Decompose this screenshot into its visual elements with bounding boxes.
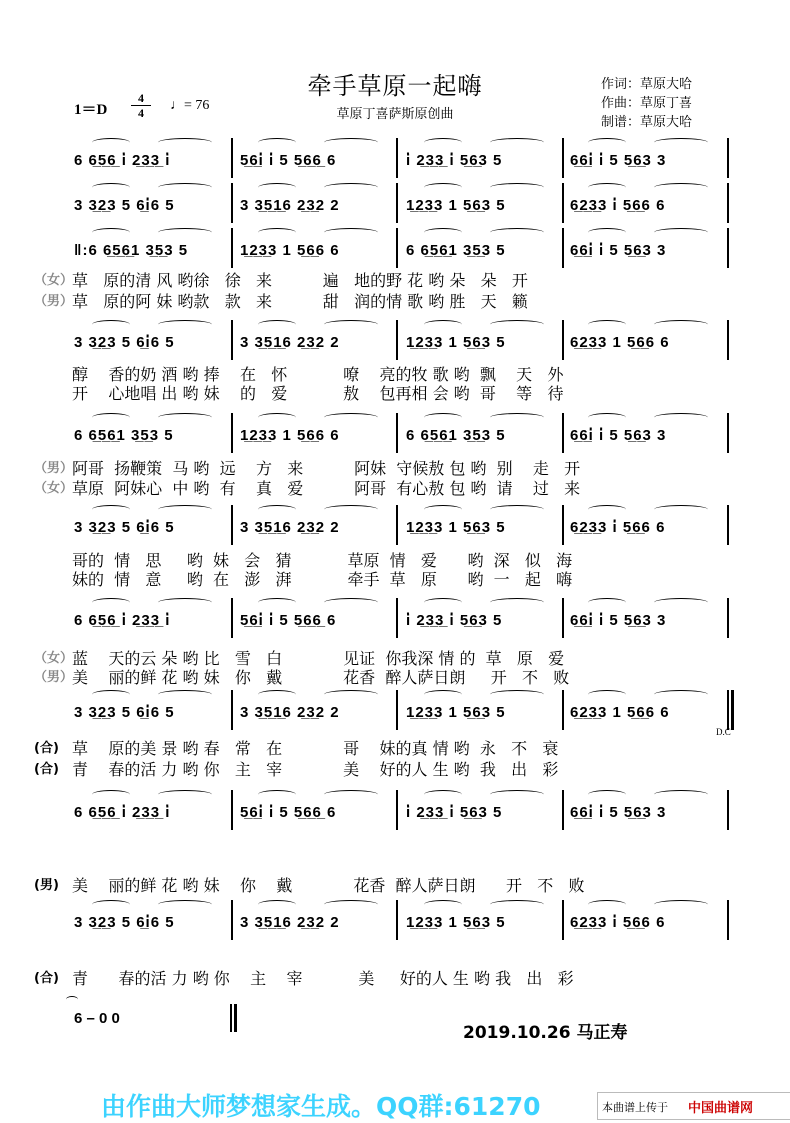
measure-notes: 3 3̲2̲3 5 6̲i̇6 5 <box>74 914 175 931</box>
slur-mark <box>588 690 626 699</box>
slur-mark <box>158 320 212 329</box>
music-line <box>0 413 790 457</box>
barline <box>562 598 564 638</box>
slur-mark <box>92 413 130 422</box>
measure-notes: 6̲6̲i̇ i̇ 5 5̲6̲3 3 <box>570 804 667 821</box>
singer-role: （女） <box>34 273 74 288</box>
slur-mark <box>588 320 626 329</box>
slur-mark <box>258 413 296 422</box>
measure-notes: 6̲6̲i̇ i̇ 5 5̲6̲3 3 <box>570 427 667 444</box>
barline <box>396 598 398 638</box>
measure-notes: 6̲2̲3̲3 i̇ 5̲6̲6 6 <box>570 197 666 214</box>
singer-role: （男） <box>34 670 74 685</box>
barline <box>562 505 564 545</box>
lyric-text: 开 心地唱 出 哟 妹 的 爱 敖 包再相 会 哟 哥 等 待 <box>72 384 564 403</box>
slur-mark <box>258 138 296 147</box>
quarter-note-icon: ♩ <box>170 98 184 113</box>
slur-mark <box>654 228 708 237</box>
measure-notes: 3 3̲2̲3 5 6̲i̇6 5 <box>74 519 175 536</box>
slur-mark <box>424 228 462 237</box>
slur-mark <box>490 320 544 329</box>
slur-mark <box>424 505 462 514</box>
slur-mark <box>588 790 626 799</box>
measure-notes: ‖:6 6̲5̲6̲1 3̲5̲3 5 <box>74 242 189 259</box>
slur-mark <box>158 505 212 514</box>
tempo-value: = 76 <box>184 98 210 113</box>
slur-mark <box>424 690 462 699</box>
measure-notes: 3 3̲5̲1̲6 2̲3̲2 2 <box>240 197 340 214</box>
lyric-text: 美 丽的鲜 花 哟 妹 你 戴 花香 醉人萨日朗 开 不 败 <box>72 668 570 687</box>
slur-mark <box>92 320 130 329</box>
tie-mark <box>66 996 78 1003</box>
measure-notes: 1̲2̲3̲3 1 5̲6̲3 5 <box>406 704 506 721</box>
music-line <box>0 790 790 834</box>
slur-mark <box>654 320 708 329</box>
credit-notation: 制谱：草原大哈 <box>601 115 693 130</box>
measure-notes: 5̲6̲i̇ i̇ 5 5̲6̲6̲ 6 <box>240 152 337 169</box>
measure-notes: 6 6̲5̲6̲1 3̲5̲3 5 <box>406 242 506 259</box>
slur-mark <box>490 690 544 699</box>
slur-mark <box>92 228 130 237</box>
barline <box>231 900 233 940</box>
final-barline-thick <box>234 1004 237 1032</box>
slur-mark <box>654 505 708 514</box>
barline <box>727 183 729 223</box>
slur-mark <box>324 320 378 329</box>
measure-notes: 6̲6̲i̇ i̇ 5 5̲6̲3 3 <box>570 242 667 259</box>
measure-notes: 5̲6̲i̇ i̇ 5 5̲6̲6̲ 6 <box>240 612 337 629</box>
barline <box>727 138 729 178</box>
music-line <box>0 598 790 642</box>
lyric-text: 青 春的活 力 哟 你 主 宰 美 好的人 生 哟 我 出 彩 <box>72 969 574 988</box>
singer-role: (男) <box>34 878 59 893</box>
subtitle: 草原丁喜萨斯原创曲 <box>336 107 454 122</box>
measure-notes: 6̲2̲3̲3 i̇ 5̲6̲6 6 <box>570 914 666 931</box>
lyric-text: 阿哥 扬鞭策 马 哟 远 方 来 阿妹 守候敖 包 哟 别 走 开 <box>72 459 581 478</box>
slur-mark <box>92 598 130 607</box>
measure-notes: 6 6̲5̲6̲ i̇ 2̲3̲3̲ i̇ <box>74 612 171 629</box>
slur-mark <box>158 183 212 192</box>
barline <box>396 900 398 940</box>
slur-mark <box>158 413 212 422</box>
barline <box>562 900 564 940</box>
music-line <box>0 228 790 272</box>
singer-role: (合) <box>34 762 59 777</box>
barline-thick <box>731 690 734 730</box>
music-line <box>0 183 790 227</box>
signature-date: 2019.10.26 马正寿 <box>463 1023 628 1043</box>
slur-mark <box>258 690 296 699</box>
slur-mark <box>258 790 296 799</box>
barline <box>396 228 398 268</box>
site-logo[interactable]: 中国曲谱网 <box>688 1101 754 1116</box>
slur-mark <box>424 183 462 192</box>
upload-label: 本曲谱上传于 <box>602 1101 668 1114</box>
music-line <box>0 505 790 549</box>
barline <box>231 690 233 730</box>
measure-notes: 6 6̲5̲6̲ i̇ 2̲3̲3̲ i̇ <box>74 804 171 821</box>
slur-mark <box>324 413 378 422</box>
measure-notes: 1̲2̲3̲3 1 5̲6̲6 6 <box>240 427 340 444</box>
slur-mark <box>92 183 130 192</box>
barline <box>231 228 233 268</box>
barline <box>396 183 398 223</box>
barline <box>231 138 233 178</box>
slur-mark <box>158 598 212 607</box>
slur-mark <box>158 138 212 147</box>
slur-mark <box>158 690 212 699</box>
measure-notes: 3 3̲5̲1̲6 2̲3̲2 2 <box>240 519 340 536</box>
measure-notes: 6 6̲5̲6̲ i̇ 2̲3̲3̲ i̇ <box>74 152 171 169</box>
slur-mark <box>588 900 626 909</box>
lyric-text: 草原 阿妹心 中 哟 有 真 爱 阿哥 有心敖 包 哟 请 过 来 <box>72 479 581 498</box>
measure-notes: 3 3̲5̲1̲6 2̲3̲2 2 <box>240 704 340 721</box>
measure-notes: i̇ 2̲3̲3̲ i̇ 5̲6̲3 5 <box>406 152 503 169</box>
slur-mark <box>158 790 212 799</box>
barline <box>396 690 398 730</box>
music-line <box>0 320 790 364</box>
measure-notes: 1̲2̲3̲3 1 5̲6̲6 6 <box>240 242 340 259</box>
barline <box>562 320 564 360</box>
barline <box>562 413 564 453</box>
lyric-text: 哥的 情 思 哟 妹 会 猜 草原 情 爱 哟 深 似 海 <box>72 551 573 570</box>
lyric-text: 草 原的美 景 哟 春 常 在 哥 妹的真 情 哟 永 不 衰 <box>72 739 559 758</box>
upload-badge[interactable] <box>597 1092 790 1120</box>
slur-mark <box>158 900 212 909</box>
slur-mark <box>588 505 626 514</box>
barline <box>562 138 564 178</box>
measure-notes: 3 3̲5̲1̲6 2̲3̲2 2 <box>240 914 340 931</box>
slur-mark <box>424 900 462 909</box>
barline <box>231 183 233 223</box>
slur-mark <box>324 138 378 147</box>
measure-notes: 6̲6̲i̇ i̇ 5 5̲6̲3 3 <box>570 612 667 629</box>
slur-mark <box>92 690 130 699</box>
slur-mark <box>588 598 626 607</box>
barline <box>396 413 398 453</box>
singer-role: （女） <box>34 481 74 496</box>
barline <box>231 505 233 545</box>
slur-mark <box>92 790 130 799</box>
slur-mark <box>490 228 544 237</box>
page-title: 牵手草原一起嗨 <box>307 72 483 100</box>
lyric-text: 蓝 天的云 朵 哟 比 雪 白 见证 你我深 情 的 草 原 爱 <box>72 649 565 668</box>
credit-composer: 作曲：草原丁喜 <box>601 96 693 111</box>
slur-mark <box>92 138 130 147</box>
slur-mark <box>324 505 378 514</box>
slur-mark <box>490 505 544 514</box>
dc-mark: D.C <box>716 727 731 737</box>
measure-notes: 1̲2̲3̲3 1 5̲6̲3 5 <box>406 197 506 214</box>
barline <box>727 790 729 830</box>
slur-mark <box>258 900 296 909</box>
barline <box>231 413 233 453</box>
slur-mark <box>490 790 544 799</box>
measure-notes: 1̲2̲3̲3 1 5̲6̲3 5 <box>406 334 506 351</box>
lyric-text: 美 丽的鲜 花 哟 妹 你 戴 花香 醉人萨日朗 开 不 败 <box>72 876 585 895</box>
singer-role: (合) <box>34 971 59 986</box>
slur-mark <box>324 690 378 699</box>
slur-mark <box>490 413 544 422</box>
singer-role: （男） <box>34 461 74 476</box>
time-signature <box>131 91 151 120</box>
barline <box>727 690 729 730</box>
singer-role: （男） <box>34 294 74 309</box>
lyric-text: 草 原的阿 妹 哟款 款 来 甜 润的情 歌 哟 胜 天 籁 <box>72 292 528 311</box>
slur-mark <box>588 138 626 147</box>
measure-notes: i̇ 2̲3̲3̲ i̇ 5̲6̲3 5 <box>406 612 503 629</box>
singer-role: （女） <box>34 651 74 666</box>
ending-notes: 6 – 0 0 <box>74 1010 120 1027</box>
barline <box>727 598 729 638</box>
singer-role: (合) <box>34 741 59 756</box>
measure-notes: 6 6̲5̲6̲1 3̲5̲3 5 <box>406 427 506 444</box>
measure-notes: i̇ 2̲3̲3̲ i̇ 5̲6̲3 5 <box>406 804 503 821</box>
measure-notes: 1̲2̲3̲3 1 5̲6̲3 5 <box>406 519 506 536</box>
credit-lyricist: 作词：草原大哈 <box>601 77 693 92</box>
tempo-marking <box>170 98 209 114</box>
lyric-text: 醇 香的奶 酒 哟 捧 在 怀 嘹 亮的牧 歌 哟 飘 天 外 <box>72 365 564 384</box>
barline <box>727 228 729 268</box>
barline <box>396 320 398 360</box>
barline <box>562 183 564 223</box>
slur-mark <box>654 900 708 909</box>
measure-notes: 6̲2̲3̲3 1 5̲6̲6 6 <box>570 334 670 351</box>
slur-mark <box>654 138 708 147</box>
slur-mark <box>324 900 378 909</box>
barline <box>562 790 564 830</box>
slur-mark <box>258 228 296 237</box>
final-barline <box>230 1004 232 1032</box>
slur-mark <box>324 228 378 237</box>
slur-mark <box>258 505 296 514</box>
slur-mark <box>324 183 378 192</box>
slur-mark <box>654 183 708 192</box>
measure-notes: 3 3̲2̲3 5 6̲i̇6 5 <box>74 334 175 351</box>
barline <box>231 320 233 360</box>
footer-banner: 由作曲大师梦想家生成。QQ群:61270 <box>101 1092 541 1121</box>
barline <box>727 413 729 453</box>
measure-notes: 6̲6̲i̇ i̇ 5 5̲6̲3 3 <box>570 152 667 169</box>
slur-mark <box>258 320 296 329</box>
slur-mark <box>490 138 544 147</box>
lyric-text: 青 春的活 力 哟 你 主 宰 美 好的人 生 哟 我 出 彩 <box>72 760 559 779</box>
slur-mark <box>654 790 708 799</box>
slur-mark <box>424 598 462 607</box>
slur-mark <box>324 598 378 607</box>
measure-notes: 3 3̲2̲3 5 6̲i̇6 5 <box>74 197 175 214</box>
music-line <box>0 690 790 734</box>
slur-mark <box>424 790 462 799</box>
slur-mark <box>258 598 296 607</box>
slur-mark <box>158 228 212 237</box>
slur-mark <box>490 183 544 192</box>
meter-bottom: 4 <box>138 106 144 120</box>
lyric-text: 草 原的清 风 哟徐 徐 来 遍 地的野 花 哟 朵 朵 开 <box>72 271 528 290</box>
measure-notes: 1̲2̲3̲3 1 5̲6̲3 5 <box>406 914 506 931</box>
measure-notes: 3 3̲5̲1̲6 2̲3̲2 2 <box>240 334 340 351</box>
barline <box>727 505 729 545</box>
measure-notes: 6̲2̲3̲3 i̇ 5̲6̲6 6 <box>570 519 666 536</box>
slur-mark <box>92 900 130 909</box>
barline <box>396 790 398 830</box>
measure-notes: 6̲2̲3̲3 1 5̲6̲6 6 <box>570 704 670 721</box>
slur-mark <box>258 183 296 192</box>
barline <box>396 505 398 545</box>
music-line <box>0 900 790 944</box>
slur-mark <box>424 320 462 329</box>
barline <box>562 690 564 730</box>
barline <box>231 790 233 830</box>
slur-mark <box>654 598 708 607</box>
measure-notes: 3 3̲2̲3 5 6̲i̇6 5 <box>74 704 175 721</box>
slur-mark <box>654 413 708 422</box>
key-signature: 1＝D <box>74 102 108 118</box>
slur-mark <box>424 413 462 422</box>
barline <box>231 598 233 638</box>
slur-mark <box>654 690 708 699</box>
lyric-text: 妹的 情 意 哟 在 澎 湃 牵手 草 原 哟 一 起 嗨 <box>72 570 573 589</box>
slur-mark <box>588 228 626 237</box>
ending-measure <box>74 1010 120 1027</box>
measure-notes: 5̲6̲i̇ i̇ 5 5̲6̲6̲ 6 <box>240 804 337 821</box>
barline <box>396 138 398 178</box>
meter-top: 4 <box>131 91 151 106</box>
measure-notes: 6 6̲5̲6̲1 3̲5̲3 5 <box>74 427 174 444</box>
slur-mark <box>324 790 378 799</box>
barline <box>727 900 729 940</box>
barline <box>727 320 729 360</box>
slur-mark <box>490 598 544 607</box>
slur-mark <box>588 413 626 422</box>
music-line <box>0 138 790 182</box>
slur-mark <box>490 900 544 909</box>
slur-mark <box>588 183 626 192</box>
slur-mark <box>92 505 130 514</box>
barline <box>562 228 564 268</box>
slur-mark <box>424 138 462 147</box>
